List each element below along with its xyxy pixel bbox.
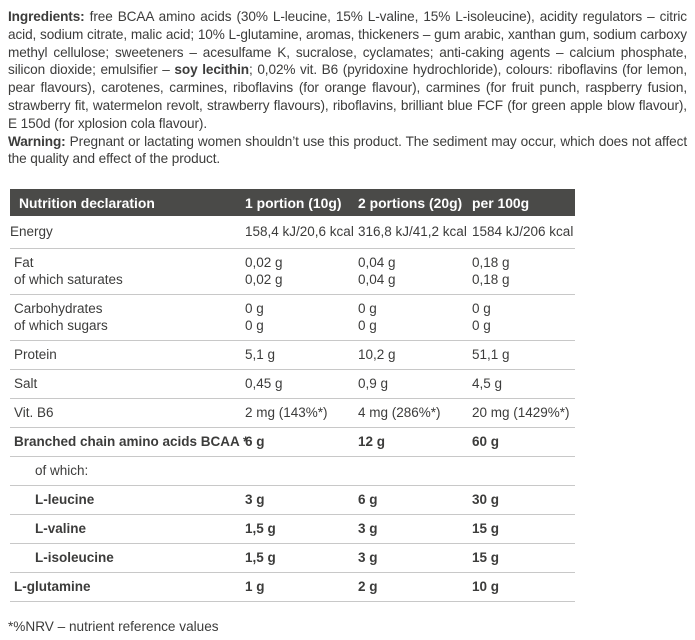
row-value-line: 0 g	[472, 318, 491, 334]
row-value-line: 30 g	[472, 492, 500, 508]
row-value-line: 3 g	[358, 521, 378, 537]
row-value-line: 1,5 g	[245, 521, 276, 537]
row-label	[10, 370, 245, 399]
row-label	[10, 515, 245, 544]
row-value-line: 6 g	[245, 434, 265, 450]
row-value-line: 10,2 g	[358, 347, 396, 363]
row-value	[245, 399, 358, 428]
row-label	[10, 573, 245, 602]
row-value	[472, 370, 575, 399]
table-row	[10, 370, 575, 399]
row-value	[245, 573, 358, 602]
text-segment: Pregnant or lactating women shouldn’t use this product. The sediment may occur, which does not affect the quality and effect of the product.	[8, 133, 687, 167]
row-label-line: L-leucine	[35, 492, 95, 508]
column-header-1-portion: 1 portion (10g)	[245, 194, 342, 211]
column-header-2-portions: 2 portions (20g)	[358, 194, 463, 211]
table-row	[10, 399, 575, 428]
row-value-line: 0 g	[245, 301, 264, 317]
row-value-line: 0 g	[245, 318, 264, 334]
row-value-line: 0,04 g	[358, 255, 396, 271]
row-value-line: 6 g	[358, 492, 378, 508]
row-value-line: 316,8 kJ/41,2 kcal	[358, 224, 467, 240]
row-label-line: of which:	[35, 463, 89, 479]
row-value-line: 3 g	[358, 550, 378, 566]
row-value-line: 1584 kJ/206 kcal	[472, 224, 574, 240]
row-label	[10, 486, 245, 515]
bold-text-segment: Warning:	[8, 133, 66, 149]
row-label	[10, 399, 245, 428]
row-value	[472, 457, 575, 486]
row-value	[245, 457, 358, 486]
row-value-line: 158,4 kJ/20,6 kcal	[245, 224, 354, 240]
row-value	[245, 295, 358, 341]
row-label-line: Branched chain amino acids BCAA *	[14, 434, 249, 450]
row-value	[472, 428, 575, 457]
row-value	[472, 249, 575, 295]
table-row	[10, 341, 575, 370]
table-row	[10, 573, 575, 602]
row-value	[358, 428, 472, 457]
row-value	[245, 486, 358, 515]
row-value-line: 51,1 g	[472, 347, 510, 363]
row-value	[472, 486, 575, 515]
row-value	[245, 216, 358, 249]
row-value	[358, 216, 472, 249]
row-value	[245, 544, 358, 573]
row-value	[358, 457, 472, 486]
table-row	[10, 457, 575, 486]
row-value	[472, 544, 575, 573]
row-value-line: 1,5 g	[245, 550, 276, 566]
row-value-line: 0,02 g	[245, 272, 283, 288]
row-value	[245, 428, 358, 457]
row-value	[358, 486, 472, 515]
row-value-line: 2 mg (143%*)	[245, 405, 328, 421]
row-label	[10, 457, 245, 486]
row-value	[472, 295, 575, 341]
nrv-footnote: *%NRV – nutrient reference values	[8, 619, 219, 635]
table-row	[10, 249, 575, 295]
row-value-line: 3 g	[245, 492, 265, 508]
row-value-line: 0,02 g	[245, 255, 283, 271]
row-value-line: 20 mg (1429%*)	[472, 405, 570, 421]
row-value	[472, 399, 575, 428]
bold-text-segment: soy lecithin	[174, 62, 249, 78]
row-value-line: 12 g	[358, 434, 386, 450]
row-value-line: 0 g	[358, 301, 377, 317]
row-label-line: Fat	[14, 255, 34, 271]
row-value	[245, 249, 358, 295]
row-label-line: L-isoleucine	[35, 550, 114, 566]
row-value-line: 60 g	[472, 434, 500, 450]
row-label	[10, 341, 245, 370]
text-segment: ; 0,02% vit. B6 (pyridoxine hydrochloride), colours: riboflavins (for lemon, pear flavours), carotenes, carmines, riboflavins (for orange flavour), carmines (for fruit punch, raspberry fusion, strawberry fit, watermelon revolt, strawberry flavours), riboflavins, brilliant blue FCF (for green apple blow flavour), E 150d (for xplosion cola flavour).	[8, 62, 687, 131]
row-value-line: 0,04 g	[358, 272, 396, 288]
table-row	[10, 515, 575, 544]
row-label-line: Carbohydrates	[14, 301, 103, 317]
nutrition-table	[10, 189, 575, 602]
nutrition-table-body	[10, 216, 575, 602]
row-value	[358, 370, 472, 399]
row-value-line: 4,5 g	[472, 376, 503, 392]
row-value-line: 0,9 g	[358, 376, 389, 392]
row-value-line: 4 mg (286%*)	[358, 405, 441, 421]
ingredients-paragraph	[8, 8, 687, 133]
row-label-line: L-valine	[35, 521, 87, 537]
row-value-line: 0,18 g	[472, 255, 510, 271]
table-row	[10, 544, 575, 573]
row-label	[10, 544, 245, 573]
row-label	[10, 249, 245, 295]
row-label	[10, 295, 245, 341]
row-value	[358, 295, 472, 341]
row-label-line: of which sugars	[14, 318, 108, 334]
row-label-line: Energy	[10, 224, 53, 240]
row-label-line: Vit. B6	[14, 405, 54, 421]
row-label-line: L-glutamine	[14, 579, 91, 595]
row-label	[10, 428, 249, 457]
row-value-line: 0,18 g	[472, 272, 510, 288]
text-segment: free BCAA amino acids (30% L-leucine, 15% L-valine, 15% L-isoleucine), acidity regulators – citric acid, sodium citrate, malic acid; 10% L-glutamine, aromas, thickeners – gum arabic, xanthan gum, sodium carboxy methyl cellulose; sweeteners – acesulfame K, sucralose, cyclamates; anti-caking agents – calcium phosphate, silicon dioxide; emulsifier –	[8, 9, 687, 78]
row-value	[358, 341, 472, 370]
row-value-line: 5,1 g	[245, 347, 276, 363]
row-value	[358, 544, 472, 573]
table-row	[10, 216, 575, 249]
row-value	[245, 370, 358, 399]
bold-text-segment: Ingredients:	[8, 9, 85, 24]
table-row	[10, 428, 575, 457]
row-value-line: 2 g	[358, 579, 378, 595]
row-value-line: 15 g	[472, 550, 500, 566]
row-value	[472, 515, 575, 544]
warning-paragraph	[8, 133, 687, 169]
row-value-line: 0,45 g	[245, 376, 283, 392]
row-value-line: 1 g	[245, 579, 265, 595]
row-value-line: 10 g	[472, 579, 500, 595]
row-value	[358, 249, 472, 295]
row-value-line: 0 g	[358, 318, 377, 334]
column-header-per-100g: per 100g	[472, 194, 530, 211]
row-value-line: 0 g	[472, 301, 491, 317]
row-label-line: Salt	[14, 376, 38, 392]
row-value	[358, 515, 472, 544]
row-value	[245, 341, 358, 370]
row-value	[472, 341, 575, 370]
table-header-row	[10, 189, 575, 216]
row-value-line: 15 g	[472, 521, 500, 537]
row-value	[472, 216, 575, 249]
row-label-line: of which saturates	[14, 272, 123, 288]
row-value	[358, 573, 472, 602]
row-label-line: Protein	[14, 347, 57, 363]
row-value	[358, 399, 472, 428]
row-value	[472, 573, 575, 602]
table-row	[10, 486, 575, 515]
row-value	[245, 515, 358, 544]
table-row	[10, 295, 575, 341]
column-header-nutrition-declaration: Nutrition declaration	[19, 194, 155, 211]
row-label	[10, 216, 245, 249]
